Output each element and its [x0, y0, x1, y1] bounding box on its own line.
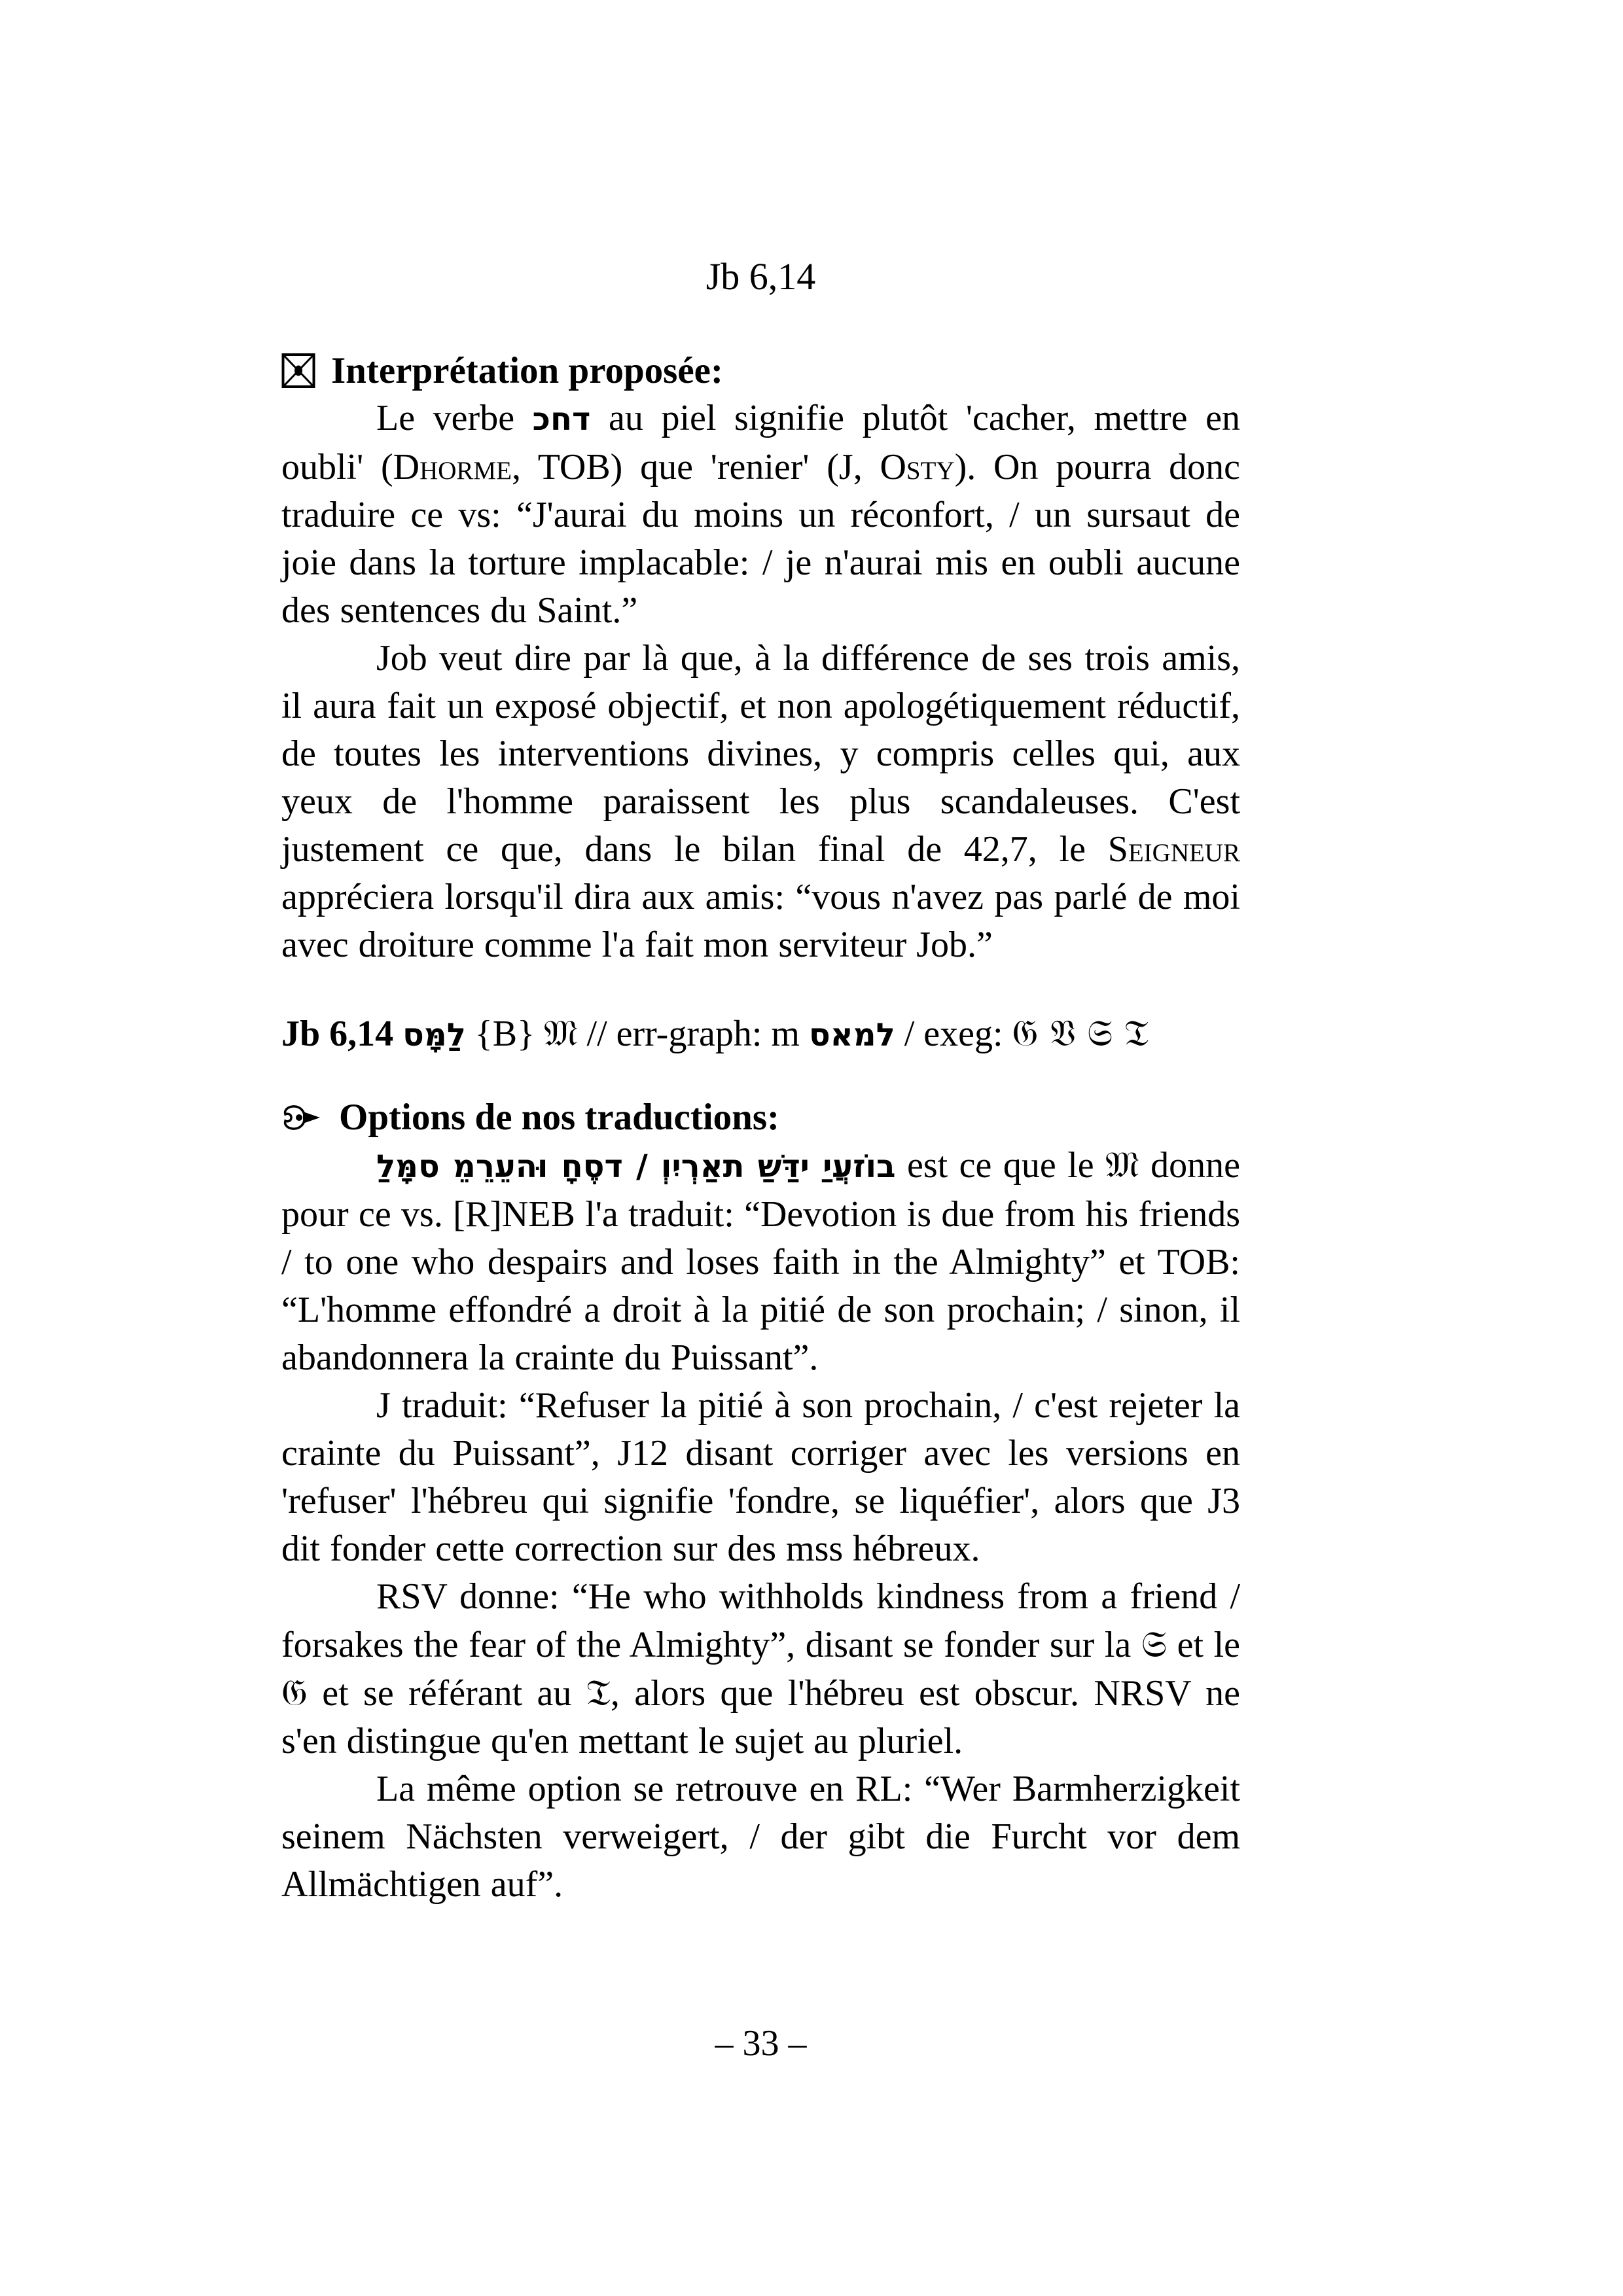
text-run: est ce que le	[895, 1145, 1106, 1186]
page-title: Jb 6,14	[705, 255, 816, 298]
interpretation-paragraph-1	[281, 395, 1240, 635]
text-block	[281, 252, 1240, 2068]
text-run: ). On pourra donc traduire ce vs: “J'aurai du moins un réconfort, / un sursaut de joie dans la torture implacable: / je n'aurai mis en oubli aucune des sentences du Saint.”	[281, 447, 1241, 631]
fraktur-symbol: 𝔊 𝔙 𝔖 𝔗	[1012, 1012, 1149, 1055]
small-caps-text: Osty	[880, 447, 955, 487]
small-caps-text: Dhorme	[393, 447, 512, 487]
text-run: // err-graph: m	[577, 1014, 809, 1054]
fraktur-symbol: 𝔐	[543, 1012, 578, 1055]
hebrew-text: כחד	[532, 401, 591, 438]
interpretation-paragraph-2	[281, 635, 1240, 969]
options-paragraph-4	[281, 1765, 1240, 1909]
hebrew-text: לַמָּס מֵרֵעֵהוּ חָסֶד / וְיִרְאַת שַׁדַּי יַעֲזוֹב	[376, 1148, 896, 1185]
text-run: , TOB) que 'renier' (J,	[511, 447, 880, 487]
envelope-icon	[281, 353, 315, 389]
text-run: donne pour ce vs. [R]NEB l'a traduit: “Devotion is due from his friends / to one who despairs and loses faith in the Almighty” et TOB: “L'homme effondré a droit à la pitié de son prochain; / sinon, il abandonnera la crainte du Puissant”.	[281, 1145, 1241, 1378]
options-paragraph-1	[281, 1141, 1240, 1382]
fraktur-symbol: 𝔖	[1141, 1623, 1168, 1666]
options-paragraph-3	[281, 1573, 1240, 1765]
text-run: La même option se retrouve en RL: “Wer Barmherzigkeit seinem Nächsten verweigert, / der gibt die Furcht vor dem Allmächtigen auf”.	[281, 1769, 1240, 1905]
interpretation-heading	[281, 347, 1240, 395]
text-run: appréciera lorsqu'il dira aux amis: “vous n'avez pas parlé de moi avec droiture comme l'a fait mon serviteur Job.”	[281, 877, 1240, 965]
text-run: , alors que l'hébreu est obscur. NRSV ne s'en distingue qu'en mettant le sujet au pluriel.	[281, 1673, 1240, 1761]
text-run: Le verbe	[376, 398, 533, 438]
text-run: / exeg:	[895, 1014, 1012, 1054]
critical-apparatus-line	[281, 1010, 1240, 1059]
small-caps-text: Seigneur	[1107, 829, 1240, 870]
text-run: RSV donne: “He who withholds kindness from a friend / forsakes the fear of the Almighty”, disant se fonder sur la	[281, 1576, 1240, 1665]
page-number: – 33 –	[715, 2023, 807, 2064]
text-run: au piel signifie plutôt 'cacher, mettre en oubli' (	[281, 398, 1240, 487]
text-run: Job veut dire par là que, à la différence de ses trois amis, il aura fait un exposé objectif, et non apologétiquement réductif, de toutes les interventions divines, y compris celles qui, aux yeux de l'homme paraissent les plus scandaleuses. C'est justement ce que, dans le bilan final de 42,7, le	[281, 638, 1240, 870]
text-run: {B}	[465, 1014, 544, 1054]
options-paragraph-2	[281, 1382, 1240, 1573]
fraktur-symbol: 𝔐	[1105, 1144, 1139, 1186]
hebrew-text: לַמָּס	[402, 1017, 466, 1053]
hebrew-text: למאס	[808, 1017, 895, 1053]
options-heading-label: Options de nos traductions:	[339, 1097, 780, 1138]
bold-text: Jb 6,14	[281, 1014, 403, 1054]
fraktur-symbol: 𝔗	[586, 1672, 611, 1714]
options-heading	[281, 1093, 1240, 1141]
pen-nib-icon	[281, 1103, 323, 1132]
interpretation-heading-label: Interprétation proposée:	[331, 350, 723, 391]
text-run: et le	[1167, 1625, 1240, 1665]
fraktur-symbol: 𝔊	[281, 1672, 308, 1714]
text-run: et se référant au	[307, 1673, 586, 1714]
text-run: J traduit: “Refuser la pitié à son prochain, / c'est rejeter la crainte du Puissant”, J12 disant corriger avec les versions en 'refuser' l'hébreu qui signifie 'fondre, se liquéfier', alors que J3 dit fonder cette correction sur des mss hébreux.	[281, 1385, 1240, 1569]
